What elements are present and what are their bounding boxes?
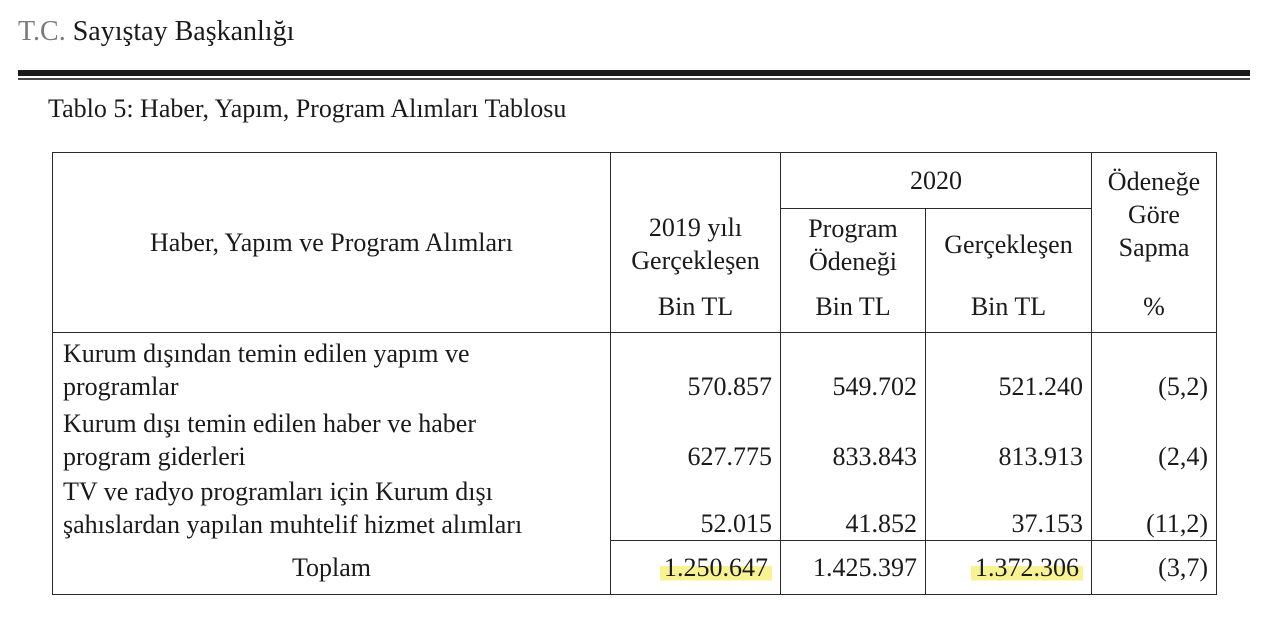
group-2020-header [781, 153, 1092, 209]
col-gerceklesen: Gerçekleşen [944, 230, 1073, 260]
row-label-line2: şahıslardan yapılan muhtelif hizmet alımları [63, 509, 523, 539]
org-name: Sayıştay Başkanlığı [72, 16, 295, 47]
group-2020: 2020 [910, 166, 962, 195]
row-header-title: Haber, Yapım ve Program Alımları [150, 228, 513, 257]
row-label-line2: programlar [63, 371, 179, 401]
cell-gerceklesen: 521.240 [926, 333, 1092, 403]
cell-sapma: (5,2) [1092, 333, 1217, 403]
table-row [53, 473, 1217, 541]
unit-sapma: % [1092, 281, 1217, 333]
cell-program: 41.852 [781, 473, 926, 541]
col-2019-line2: Gerçekleşen [631, 245, 760, 275]
table-row [53, 333, 1217, 403]
row-label [53, 333, 611, 403]
row-label-line1: Kurum dışından temin edilen yapım ve [63, 338, 470, 368]
cell-2019: 570.857 [611, 333, 781, 403]
total-2019: 1.250.647 [660, 553, 772, 582]
cell-2019: 627.775 [611, 403, 781, 473]
cell-gerceklesen: 37.153 [926, 473, 1092, 541]
org-prefix: T.C. [18, 16, 66, 47]
cell-program: 549.702 [781, 333, 926, 403]
total-program: 1.425.397 [781, 541, 926, 595]
col-gerceklesen-header [926, 209, 1092, 281]
row-label-line2: program giderleri [63, 441, 246, 471]
col-sapma-line1: Ödeneğe [1107, 167, 1201, 196]
unit-gerceklesen: Bin TL [926, 281, 1092, 333]
total-gerceklesen-cell [926, 541, 1092, 595]
total-label: Toplam [53, 541, 611, 595]
col-sapma-line3: Sapma [1118, 233, 1190, 262]
row-label [53, 473, 611, 541]
col-sapma-header [1092, 153, 1217, 281]
header-rule-thin [18, 78, 1250, 80]
unit-2019: Bin TL [611, 281, 781, 333]
row-label-line1: Kurum dışı temin edilen haber ve haber [63, 408, 476, 438]
cell-sapma: (2,4) [1092, 403, 1217, 473]
total-row [53, 541, 1217, 595]
table-caption: Tablo 5: Haber, Yapım, Program Alımları Tablosu [48, 94, 567, 123]
col-program-header [781, 209, 926, 281]
total-gerceklesen: 1.372.306 [971, 553, 1083, 582]
table-row [53, 403, 1217, 473]
row-label [53, 403, 611, 473]
row-header-title-cell [53, 153, 611, 333]
page-header [18, 14, 294, 50]
cell-gerceklesen: 813.913 [926, 403, 1092, 473]
header-row-1 [53, 153, 1217, 209]
col-program-line2: Ödeneği [808, 246, 898, 276]
cell-program: 833.843 [781, 403, 926, 473]
cell-2019: 52.015 [611, 473, 781, 541]
col-2019-line1: 2019 yılı [648, 212, 743, 242]
total-sapma: (3,7) [1092, 541, 1217, 595]
col-sapma-line2: Göre [1128, 200, 1180, 229]
col-2019-header [611, 153, 781, 281]
col-program-line1: Program [808, 213, 898, 243]
purchases-table [52, 152, 1217, 595]
header-rule-thick [18, 70, 1250, 76]
row-label-line1: TV ve radyo programları için Kurum dışı [63, 476, 493, 506]
unit-program: Bin TL [781, 281, 926, 333]
cell-sapma: (11,2) [1092, 473, 1217, 541]
total-2019-cell [611, 541, 781, 595]
